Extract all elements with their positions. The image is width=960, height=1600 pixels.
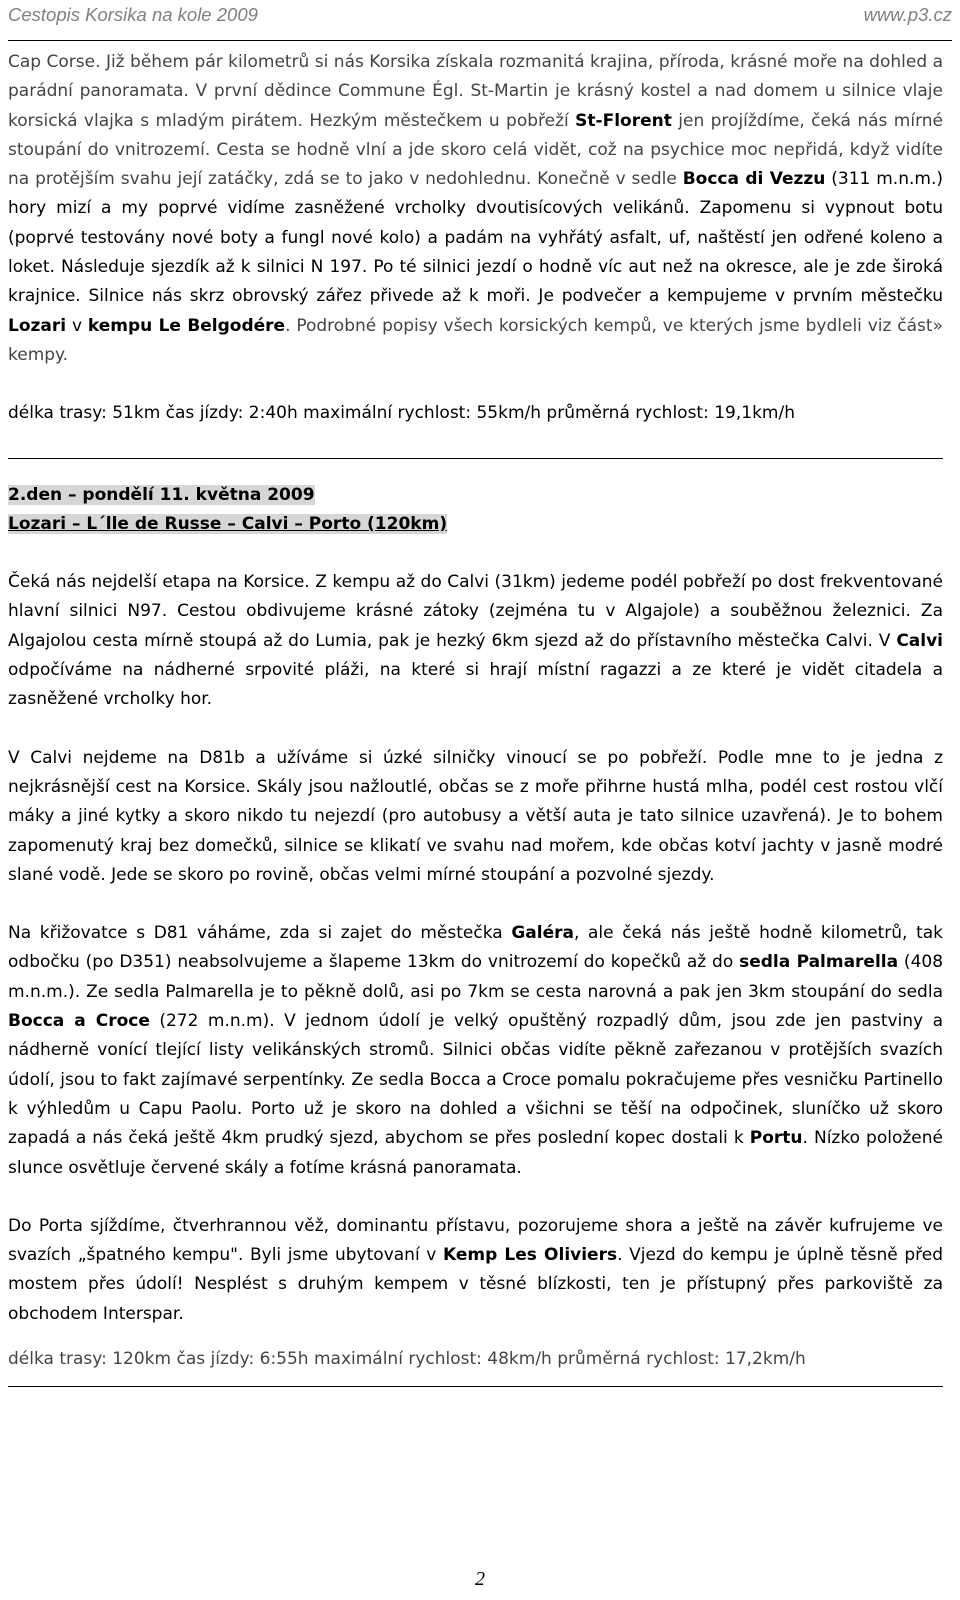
text-run: odpočíváme na nádherné srpovité pláži, na které si hrají místní ragazzi a ze které je vidět citadela a zasněžené vrcholky hor. xyxy=(8,660,943,710)
text-run: . Vjezd do kempu je úplně těsně před mostem přes údolí! Nesplést s druhým kempem v těsné blízkosti, ten je přístupný přes parkoviště za obchodem Interspar. xyxy=(8,1245,943,1324)
text-run: (272 m.n.m). V jednom údolí je velký opuštěný rozpadlý dům, jsou zde jen pastviny a nádherně vonící tlející listy velikánských stromů. Silnici občas vidíte pěkně zařezanou v protějších svazích údolí, jsou to fakt zajímavé serpentínky. Ze sedla Bocca a Croce pomalu pokračujeme přes vesničku Partinello k výhledům u Capu Paolu. Porto už je skoro na dohled a všichni se těší na odpočinek, sluníčko už skoro zapadá a nás čeká ještě 4km prudký sjezd, abychom se přes poslední kopec dostali k xyxy=(8,1011,944,1149)
place-galera: Galéra xyxy=(511,923,574,944)
text-run: Čeká nás nejdelší etapa na Korsice. Z kempu až do Calvi (31km) jedeme podél pobřeží po dost frekventované hlavní silnici N97. Cestou obdivujeme krásné zátoky (zejména tu v Algajole) a souběžnou železnici. Za Algajolou cesta mírně stoupá až do Lumia, pak je hezký 6km sjezd až do přístavního městečka Calvi. V xyxy=(8,572,943,651)
camp-les-oliviers: Kemp Les Oliviers xyxy=(442,1245,618,1266)
text-run: Do Porta sjíždíme, čtverhrannou věž, dominantu přístavu, pozorujeme shora a ještě na závěr kufrujeme ve svazích „špatného kempu". Byli jsme ubytovaní v xyxy=(8,1215,943,1266)
camp-le-belgodere: kempu Le Belgodére xyxy=(87,315,286,336)
day2-route-line xyxy=(8,510,943,539)
page-number: 2 xyxy=(475,1568,485,1590)
text-run: , ale čeká nás ještě hodně kilometrů, tak odbočku (po D351) neabsolvujeme a šlapeme 13km do vnitrozemí do kopečků až do xyxy=(8,923,943,973)
divider xyxy=(8,1386,943,1387)
document-body xyxy=(8,48,943,1387)
paragraph-porto xyxy=(8,1212,943,1329)
place-st-florent: St-Florent xyxy=(575,110,672,131)
place-bocca-di-vezzu: Bocca di Vezzu xyxy=(682,169,826,190)
text-run: Na křižovatce s D81 váháme, zda si zajet do městečka xyxy=(8,923,512,944)
paragraph-calvi xyxy=(8,568,943,714)
place-portu: Portu xyxy=(749,1128,803,1149)
site-link[interactable]: www.p3.cz xyxy=(863,4,952,25)
text-run: . Nízko položené slunce osvětluje červené skály a fotíme krásná panoramata. xyxy=(8,1128,943,1178)
text-run: v xyxy=(66,315,88,336)
paragraph-cap-corse xyxy=(8,48,943,370)
text-run: Cap Corse. Již během pár kilometrů si nás Korsika získala rozmanitá krajina, příroda, krásné moře na dohled a parádní panoramata. V první dědince Commune Égl. St-Martin je krásný kostel a nad domem u silnice vlaje korsická vlajka s mladým pirátem. Hezkým městečkem u pobřeží xyxy=(8,52,943,131)
place-lozari: Lozari xyxy=(8,315,67,336)
text-run: (311 m.n.m.) hory mizí a my poprvé vidíme zasněžené vrcholky dvoutisícových velikánů. Zapomenu si vypnout botu (poprvé testovány nové boty a fungl nové kolo) a padám na vyhřátý asfalt, uf, naštěstí jen odřené koleno a loket. Následuje sjezdík až k silnici N 197. Po té silnici jezdí o hodně víc aut než na okresce, ale je zde široká krajnice. Silnice nás skrz obrovský zářez přivede až k moři. Je podvečer a kempujeme v prvním městečku xyxy=(8,169,943,307)
place-sedla-palmarella: sedla Palmarella xyxy=(739,952,899,973)
place-bocca-a-croce: Bocca a Croce xyxy=(8,1011,150,1032)
day2-date: 2.den – pondělí 11. května 2009 xyxy=(8,484,315,505)
document-title: Cestopis Korsika na kole 2009 xyxy=(8,4,258,25)
day2-heading xyxy=(8,481,943,510)
paragraph-d81b: V Calvi nejdeme na D81b a užíváme si úzké silničky vinoucí se po pobřeží. Podle mne to je jedna z nejkrásnější cest na Korsice. Skály jsou nažloutlé, občas se z moře přihrne hustá mlha, podél cest rostou vlčí máky a jiné kytky a skoro nikdo tu nejezdí (pro autobusy a větší auta je tato silnice uzavřená). Je to bohem zapomenutý kraj bez domečků, silnice se klikatí ve svahu nad mořem, kde občas kotví jachty v jasně modré slané vodě. Jede se skoro po rovině, občas velmi mírné stoupání a pozvolné sjezdy. xyxy=(8,747,943,885)
day2-route: Lozari – L´lle de Russe – Calvi – Porto (120km) xyxy=(8,513,448,534)
place-calvi: Calvi xyxy=(896,630,943,651)
text-run: . Podrobné popisy všech korsických kempů, ve kterých jsme bydleli viz část» kempy. xyxy=(8,315,943,365)
stats-day1: délka trasy: 51km čas jízdy: 2:40h maximální rychlost: 55km/h průměrná rychlost: 19,1km/h xyxy=(8,403,795,424)
page-header xyxy=(8,0,952,41)
text-run: jen projíždíme, čeká nás mírné stoupání do vnitrozemí. Cesta se hodně vlní a jde skoro celá vidět, což na psychice moc nepřidá, když vidíte na protějším svahu její zatáčky, zdá se to jako v nedohlednu. Konečně v sedle xyxy=(8,110,943,190)
text-run: (408 m.n.m.). Ze sedla Palmarella je to pěkně dolů, asi po 7km se cesta narovná a pak jen 3km stoupání do sedla xyxy=(8,952,944,1002)
paragraph-galera xyxy=(8,919,943,1183)
stats-day2: délka trasy: 120km čas jízdy: 6:55h maximální rychlost: 48km/h průměrná rychlost: 17,2km/h xyxy=(8,1348,806,1369)
